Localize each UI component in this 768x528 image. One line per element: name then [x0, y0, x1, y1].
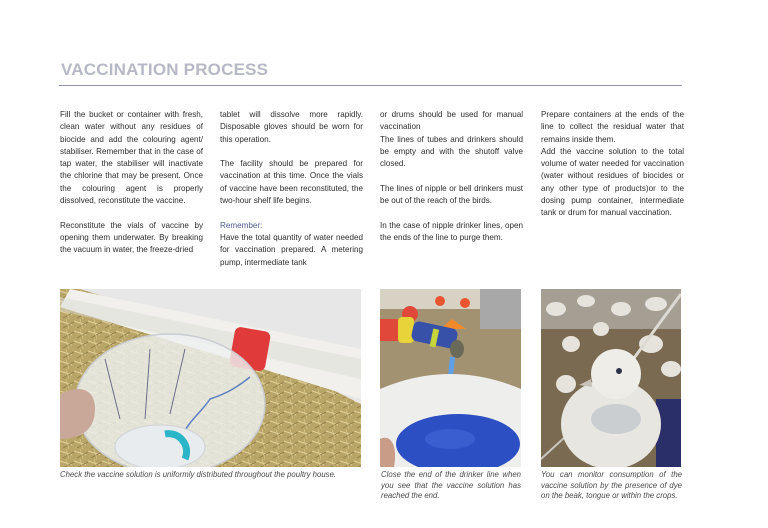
- text-column-3: [380, 109, 523, 257]
- photo-jug-pouring: [60, 289, 361, 467]
- paragraph: Fill the bucket or container with fresh, clean water without any residues of biocide and add the colouring agent/ stabiliser. Remember that in the case of tap water, the stabiliser will inactivate the chlorine that may be present. Once the colouring agent is properly dissolved, reconstitute the vaccine.: [60, 110, 203, 206]
- jug-pouring-image: [60, 289, 361, 467]
- photo-caption: Check the vaccine solution is uniformly distributed throughout the poultry house.: [60, 470, 337, 479]
- remember-label: Remember:: [220, 220, 263, 230]
- paragraph: Prepare containers at the ends of the line to collect the residual water that remains inside them.: [541, 110, 684, 144]
- remember-text: Have the total quantity of water needed for vaccination prepared. A metering pump, intermediate tank: [220, 232, 363, 267]
- text-column-4: [541, 109, 684, 232]
- page-title: VACCINATION PROCESS: [61, 60, 269, 79]
- title-divider: [59, 85, 682, 86]
- photo-drinker-line-bucket: [380, 289, 521, 467]
- paragraph: Add the vaccine solution to the total volume of water needed for vaccination (water without residues of biocides or any other type of products)or to the dosing pump container, intermediate tank or drum for manual vaccination.: [541, 146, 684, 218]
- paragraph: Reconstitute the vials of vaccine by opening them underwater. By breaking the vacuum in water, the freeze-dried: [60, 220, 203, 255]
- chick-image: [541, 289, 681, 467]
- text-column-2: [220, 109, 363, 269]
- paragraph: The lines of tubes and drinkers should be empty and with the shutoff valve closed.: [380, 134, 523, 169]
- photo-chick-in-hand: [541, 289, 681, 467]
- paragraph: In the case of nipple drinker lines, open the ends of the line to purge them.: [380, 220, 523, 242]
- photo-caption: Close the end of the drinker line when you see that the vaccine solution has reached the end.: [381, 470, 521, 500]
- paragraph: tablet will dissolve more rapidly. Disposable gloves should be worn for this operation.: [220, 110, 363, 144]
- text-column-1: [60, 109, 203, 269]
- remember-block: [220, 220, 363, 269]
- paragraph: or drums should be used for manual vaccination: [380, 110, 523, 132]
- drinker-bucket-image: [380, 289, 521, 467]
- paragraph: The facility should be prepared for vaccination at this time. Once the vials of vaccine have been reconstituted, the two-hour shelf life begins.: [220, 159, 363, 206]
- photo-caption: You can monitor consumption of the vaccine solution by the presence of dye on the beak, tongue or within the crops.: [541, 470, 682, 500]
- paragraph: The lines of nipple or bell drinkers must be out of the reach of the birds.: [380, 183, 523, 206]
